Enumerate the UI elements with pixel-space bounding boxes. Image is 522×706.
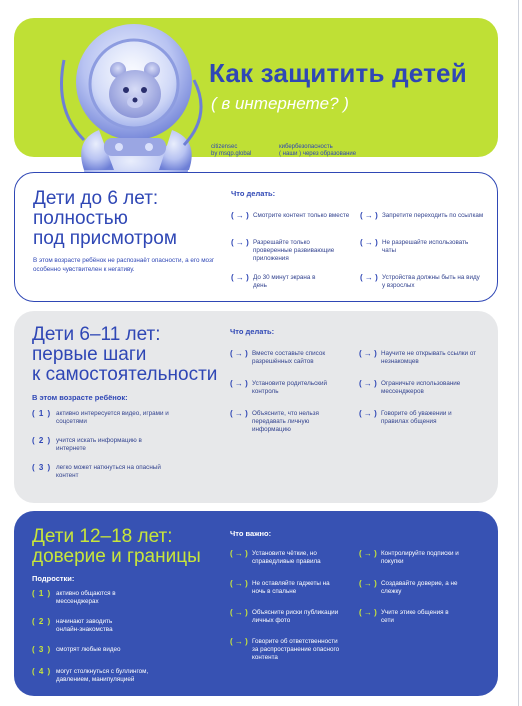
action-item: [359, 579, 461, 596]
arrow-right-icon: ( → ): [359, 409, 377, 418]
card-title-line-3: под присмотром: [33, 228, 177, 249]
action-text: Контролируйте подписки и покупки: [381, 550, 459, 565]
action-item: [231, 211, 355, 220]
item-text: активно интересуется видео, играми и соцсетями: [56, 410, 169, 425]
action-text: Учите этике общения в сети: [381, 609, 449, 624]
list-item: [32, 463, 161, 480]
list-item: [32, 589, 136, 606]
card-title-line-2: полностью: [33, 208, 128, 229]
arrow-right-icon: ( → ): [230, 549, 248, 558]
page-edge-rule: [518, 0, 519, 706]
action-text: Установите родительский контроль: [252, 380, 328, 395]
arrow-right-icon: ( → ): [230, 409, 248, 418]
card-title: [32, 527, 201, 567]
item-text: активно общаются в мессенджерах: [56, 590, 116, 605]
header-banner: [14, 18, 498, 157]
action-item: [360, 211, 484, 220]
action-item: [230, 379, 342, 396]
list-item: [32, 436, 156, 453]
card-title-line-1: Дети 12–18 лет:: [32, 526, 173, 547]
card-age-12-18: [14, 511, 498, 696]
action-text: Ограничьте использование мессенджеров: [381, 380, 461, 395]
action-text: Научите не открывать ссылки от незнакомцев: [381, 350, 477, 365]
arrow-right-icon: ( → ): [230, 379, 248, 388]
card-title-line-3: к самостоятельности: [32, 364, 218, 385]
item-text: начинают заводить онлайн-знакомства: [56, 618, 113, 633]
actions-heading: Что делать:: [230, 327, 275, 336]
arrow-right-icon: ( → ): [230, 579, 248, 588]
card-age-0-6: [14, 172, 498, 302]
item-text: могут столкнуться с буллингом, давлением, манипуляцией: [56, 668, 149, 683]
action-text: Разрешайте только проверенные развивающие приложения: [253, 239, 335, 262]
item-text: смотрят любые видео: [56, 646, 121, 653]
page-subtitle: ( в интернете? ): [211, 94, 349, 113]
card-title-line-1: Дети 6–11 лет:: [32, 324, 161, 345]
action-text: Вместе составьте список разрешённых сайтов: [252, 350, 326, 365]
arrow-right-icon: ( → ): [360, 211, 378, 220]
card-title-line-1: Дети до 6 лет:: [33, 188, 159, 209]
action-item: [359, 549, 461, 566]
arrow-right-icon: ( → ): [359, 608, 377, 617]
action-item: [230, 579, 340, 596]
action-text: Установите чёткие, но справедливые правила: [252, 550, 321, 565]
action-item: [360, 238, 484, 255]
card-title: [33, 189, 177, 249]
action-text: Говорите об уважении и правилах общения: [381, 410, 452, 425]
arrow-right-icon: ( → ): [230, 637, 248, 646]
action-text: Объясните, что нельзя передавать личную информацию: [252, 410, 319, 433]
arrow-right-icon: ( → ): [231, 273, 249, 282]
arrow-right-icon: ( → ): [359, 349, 377, 358]
card-age-6-11: [14, 311, 498, 503]
action-item: [231, 238, 338, 263]
page-title: Как защитить детей: [209, 58, 467, 88]
item-number: ( 3 ): [32, 645, 52, 654]
list-item: [32, 645, 186, 654]
arrow-right-icon: ( → ): [359, 549, 377, 558]
brand-by: by msqp.global: [211, 151, 252, 157]
item-number: ( 1 ): [32, 409, 52, 418]
action-item: [359, 379, 483, 396]
astronaut-bear-illustration: [44, 20, 214, 192]
actions-heading: Что делать:: [231, 189, 276, 198]
tagline-line-1: кибербезопасность: [279, 144, 333, 150]
list-item: [32, 667, 176, 684]
action-text: Не оставляйте гаджеты на ночь в спальне: [252, 580, 330, 595]
action-item: [359, 349, 481, 366]
action-item: [231, 273, 323, 290]
action-text: Устройства должны быть на виду у взрослых: [382, 274, 480, 289]
action-text: До 30 минут экрана в день: [253, 274, 316, 289]
arrow-right-icon: ( → ): [359, 379, 377, 388]
action-item: [230, 637, 342, 662]
action-item: [360, 273, 482, 290]
action-item: [359, 608, 461, 625]
arrow-right-icon: ( → ): [231, 238, 249, 247]
action-text: Говорите об ответственности за распространение опасного контента: [252, 638, 340, 661]
card-title: [32, 325, 217, 385]
item-number: ( 1 ): [32, 589, 52, 598]
action-text: Создавайте доверие, а не слежку: [381, 580, 458, 595]
arrow-right-icon: ( → ): [230, 349, 248, 358]
action-item: [230, 349, 348, 366]
card-title-line-2: первые шаги: [32, 344, 147, 365]
arrow-right-icon: ( → ): [230, 608, 248, 617]
item-number: ( 4 ): [32, 667, 52, 676]
brand-tagline: [279, 144, 356, 158]
list-item: [32, 617, 136, 634]
action-text: Смотрите контент только вместе: [253, 212, 350, 219]
tagline-line-2: ( наши ) через образование: [279, 151, 357, 157]
item-number: ( 2 ): [32, 436, 52, 445]
age-description: В этом возрасте ребёнок не распознаёт опасности, а его мозг особенно чувствителен к негативу.: [33, 257, 215, 273]
brand-logo-text: [211, 144, 251, 158]
action-item: [230, 608, 344, 625]
arrow-right-icon: ( → ): [231, 211, 249, 220]
list-item: [32, 409, 186, 426]
action-text: Не разрешайте использовать чаты: [382, 239, 469, 254]
item-text: легко может наткнуться на опасный контент: [56, 464, 161, 479]
arrow-right-icon: ( → ): [360, 273, 378, 282]
brand-name: citizensec: [211, 144, 238, 150]
action-text: Запретите переходить по ссылкам: [382, 212, 484, 219]
arrow-right-icon: ( → ): [360, 238, 378, 247]
action-item: [359, 409, 473, 426]
card-title-line-2: доверие и границы: [32, 546, 201, 567]
actions-heading: Что важно:: [230, 529, 272, 538]
arrow-right-icon: ( → ): [359, 579, 377, 588]
traits-heading: Подростки:: [32, 574, 75, 583]
traits-heading: В этом возрасте ребёнок:: [32, 393, 128, 402]
item-number: ( 3 ): [32, 463, 52, 472]
action-item: [230, 549, 340, 566]
action-text: Объясните риски публикации личных фото: [252, 609, 339, 624]
item-text: учится искать информацию в интернете: [56, 437, 142, 452]
item-number: ( 2 ): [32, 617, 52, 626]
action-item: [230, 409, 340, 434]
